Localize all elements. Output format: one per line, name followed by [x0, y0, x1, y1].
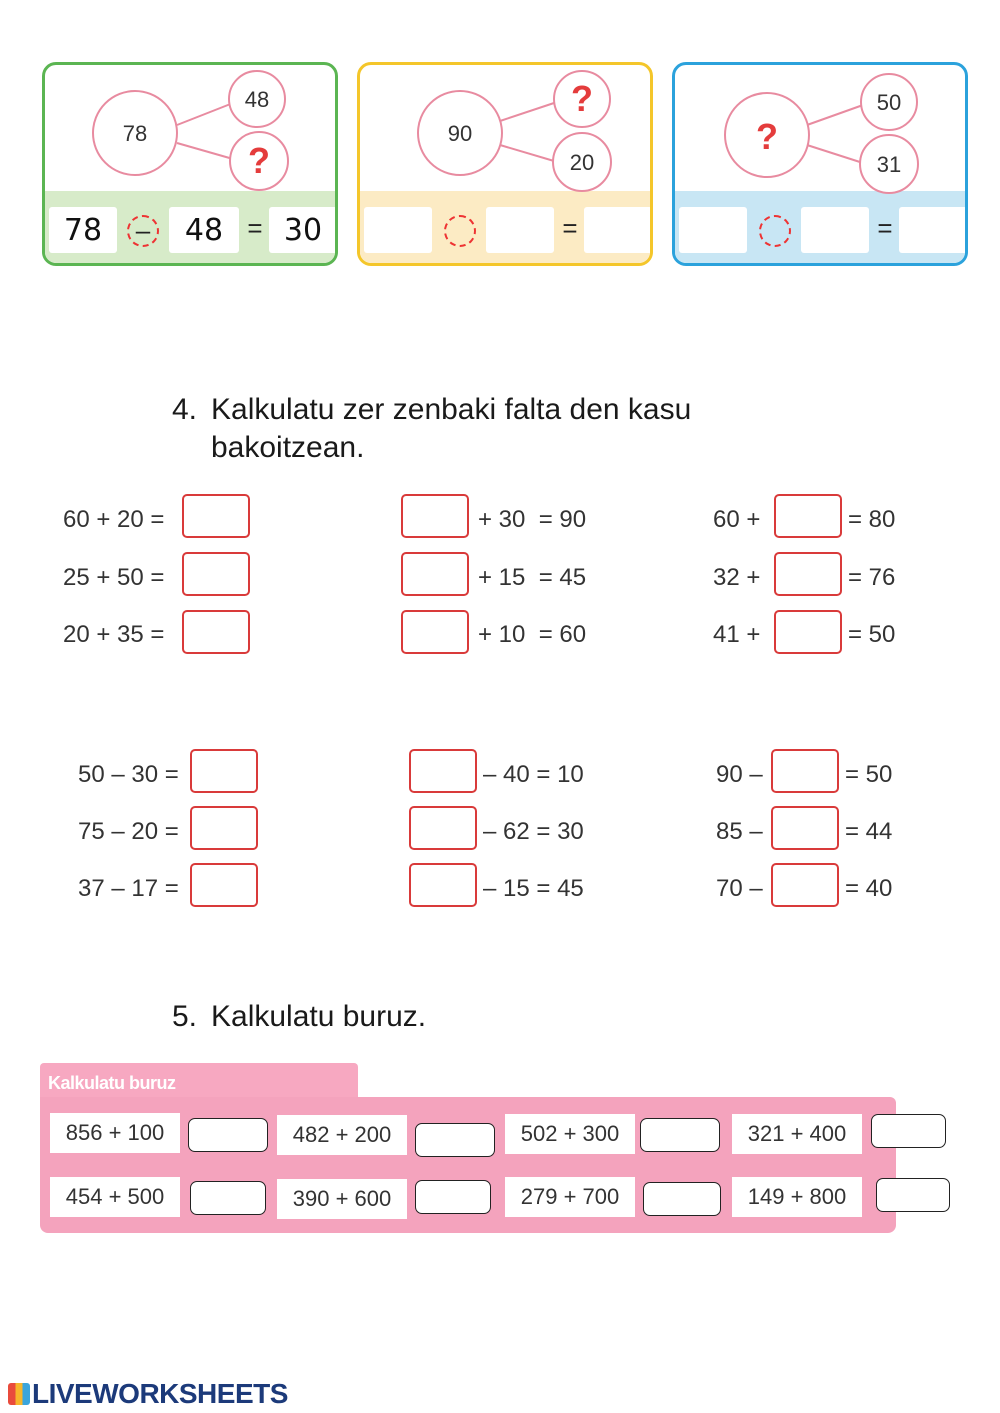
- sum-expression: 454 + 500: [50, 1177, 180, 1217]
- answer-box[interactable]: [771, 863, 839, 907]
- total-value: 90: [447, 121, 473, 146]
- answer-box[interactable]: [409, 863, 477, 907]
- eq-result[interactable]: [899, 207, 967, 253]
- sum-expression: 856 + 100: [50, 1113, 180, 1153]
- sum-expression: 279 + 700: [505, 1177, 635, 1217]
- answer-box[interactable]: [409, 806, 477, 850]
- eq-value-1[interactable]: [679, 207, 747, 253]
- answer-box[interactable]: [401, 494, 469, 538]
- subtraction-expression: – 62 = 30: [483, 818, 584, 845]
- equation-row: [49, 207, 331, 255]
- part-top-value: 48: [244, 87, 270, 112]
- equation-row: [679, 207, 961, 255]
- addition-expression: 20 + 35 =: [63, 621, 165, 648]
- number-bond-diagram: [45, 65, 338, 205]
- panel-title: Kalkulatu buruz: [48, 1073, 176, 1093]
- subtraction-expression-right: = 44: [845, 818, 893, 845]
- answer-box[interactable]: [774, 494, 842, 538]
- eq-value-1[interactable]: 78: [49, 207, 117, 253]
- addition-expression: 60 + 20 =: [63, 506, 165, 533]
- addition-expression-left: 32 +: [713, 564, 761, 591]
- subtraction-expression: 37 – 17 =: [78, 875, 179, 902]
- answer-box[interactable]: [401, 552, 469, 596]
- equation-row: [364, 207, 646, 255]
- eq-result[interactable]: [584, 207, 652, 253]
- eq-value-2[interactable]: 48: [169, 207, 239, 253]
- sum-expression: 502 + 300: [505, 1114, 635, 1154]
- answer-blank[interactable]: [640, 1118, 720, 1152]
- subtraction-expression: – 15 = 45: [483, 875, 584, 902]
- answer-box[interactable]: [409, 749, 477, 793]
- eq-value-1[interactable]: [364, 207, 432, 253]
- exercise-5-number: 5.: [172, 1000, 198, 1033]
- addition-expression: + 30 = 90: [478, 506, 587, 533]
- logo-icon: [8, 1383, 30, 1405]
- answer-blank[interactable]: [188, 1118, 268, 1152]
- card-yellow: [357, 62, 653, 266]
- operator-circle[interactable]: –: [127, 215, 159, 247]
- answer-blank[interactable]: [415, 1180, 491, 1214]
- logo-text: LIVEWORKSHEETS: [32, 1378, 288, 1409]
- question-mark: ?: [756, 116, 778, 157]
- sum-expression: 149 + 800: [732, 1177, 862, 1217]
- exercise-4-number: 4.: [172, 393, 198, 426]
- subtraction-expression-left: 90 –: [716, 761, 763, 788]
- part-bottom-value: 20: [569, 150, 595, 175]
- equals-sign: =: [247, 213, 263, 243]
- answer-box[interactable]: [771, 806, 839, 850]
- question-mark: ?: [571, 78, 593, 119]
- question-mark: ?: [248, 140, 270, 181]
- answer-box[interactable]: [190, 863, 258, 907]
- equals-sign: =: [562, 213, 578, 243]
- addition-expression-right: = 76: [848, 564, 896, 591]
- sum-expression: 482 + 200: [277, 1115, 407, 1155]
- answer-box[interactable]: [771, 749, 839, 793]
- subtraction-expression-right: = 40: [845, 875, 893, 902]
- answer-blank[interactable]: [190, 1181, 266, 1215]
- exercise-4-title-line2: bakoitzean.: [211, 431, 365, 464]
- subtraction-expression-left: 70 –: [716, 875, 763, 902]
- exercise-4-title-line1: Kalkulatu zer zenbaki falta den kasu: [211, 393, 692, 426]
- eq-value-2[interactable]: [486, 207, 554, 253]
- addition-expression: + 15 = 45: [478, 564, 587, 591]
- number-bond-diagram: [360, 65, 653, 205]
- operator-circle[interactable]: [759, 215, 791, 247]
- subtraction-expression-left: 85 –: [716, 818, 763, 845]
- liveworksheets-logo: [8, 1378, 288, 1410]
- eq-result[interactable]: 30: [269, 207, 337, 253]
- part-top-value: 50: [876, 90, 902, 115]
- answer-box[interactable]: [774, 610, 842, 654]
- answer-blank[interactable]: [871, 1114, 946, 1148]
- subtraction-expression-right: = 50: [845, 761, 893, 788]
- answer-box[interactable]: [182, 610, 250, 654]
- equals-sign: =: [877, 213, 893, 243]
- answer-blank[interactable]: [415, 1123, 495, 1157]
- subtraction-expression: – 40 = 10: [483, 761, 584, 788]
- exercise-5-title: Kalkulatu buruz.: [211, 1000, 427, 1033]
- addition-expression-left: 41 +: [713, 621, 761, 648]
- number-bond-diagram: [675, 65, 968, 205]
- sum-expression: 390 + 600: [277, 1179, 407, 1219]
- subtraction-expression: 50 – 30 =: [78, 761, 179, 788]
- addition-expression-right: = 50: [848, 621, 896, 648]
- answer-blank[interactable]: [876, 1178, 950, 1212]
- answer-box[interactable]: [182, 552, 250, 596]
- subtraction-expression: 75 – 20 =: [78, 818, 179, 845]
- answer-blank[interactable]: [643, 1182, 721, 1216]
- addition-expression: + 10 = 60: [478, 621, 587, 648]
- addition-expression-right: = 80: [848, 506, 896, 533]
- answer-box[interactable]: [401, 610, 469, 654]
- addition-expression: 25 + 50 =: [63, 564, 165, 591]
- answer-box[interactable]: [774, 552, 842, 596]
- answer-box[interactable]: [190, 806, 258, 850]
- answer-box[interactable]: [190, 749, 258, 793]
- sum-expression: 321 + 400: [732, 1114, 862, 1154]
- card-blue: [672, 62, 968, 266]
- answer-box[interactable]: [182, 494, 250, 538]
- part-bottom-value: 31: [876, 152, 902, 177]
- card-green: [42, 62, 338, 266]
- addition-expression-left: 60 +: [713, 506, 761, 533]
- operator-circle[interactable]: [444, 215, 476, 247]
- total-value: 78: [122, 121, 148, 146]
- eq-value-2[interactable]: [801, 207, 869, 253]
